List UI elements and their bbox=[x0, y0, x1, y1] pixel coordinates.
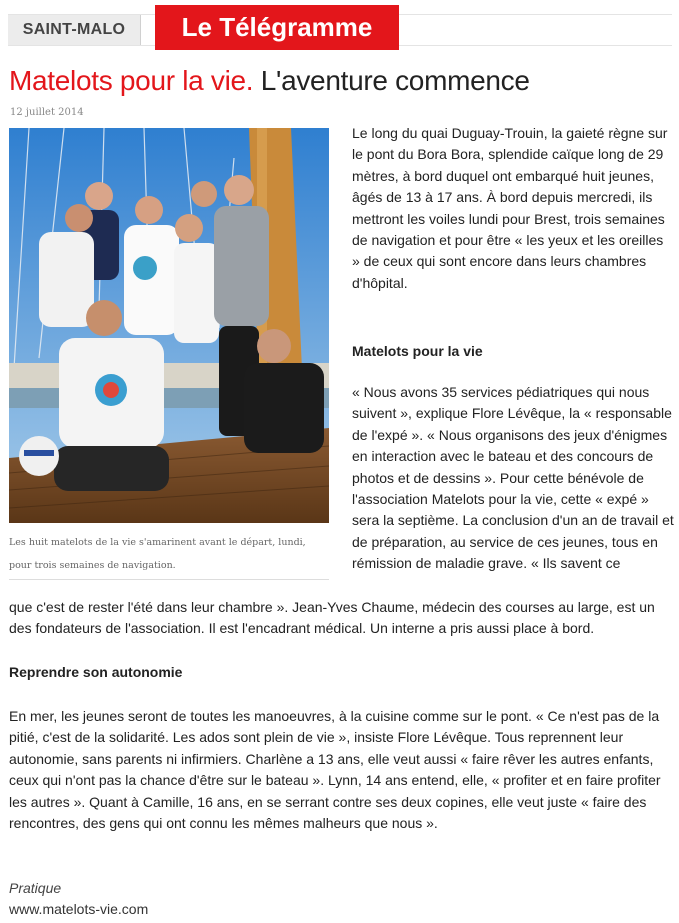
website-link[interactable]: www.matelots-vie.com bbox=[9, 901, 149, 917]
paragraph-3: En mer, les jeunes seront de toutes les manoeuvres, à la cuisine comme sur le pont. « Ce n'est pas de la pitié, c'est de la solidarité. Les ados sont plein de vie », insiste Flore Lévêque. Tous reprennent leur autonomie, sans parents ni infirmiers. Charlène a 13 ans, elle veut aussi « faire rêver les autres enfants, ceux qui n'ont pas la chance d'être sur le bateau ». Lynn, 14 ans entend, elle, « profiter et en faire profiter les autres ». Quant à Camille, 16 ans, en se serrant contre ses deux copines, elle veut juste « faire des rencontres, des gens qui ont connu les mêmes malheurs que nous ». bbox=[9, 708, 661, 832]
brand-logo[interactable]: Le Télégramme bbox=[155, 5, 399, 50]
pratique-label: Pratique bbox=[9, 880, 62, 896]
city-tab[interactable]: SAINT-MALO bbox=[8, 15, 141, 45]
photo-caption: Les huit matelots de la vie s'amarinent avant le départ, lundi, pour trois semaines de navigation. bbox=[9, 537, 306, 571]
paragraph-2: « Nous avons 35 services pédiatriques qui nous suivent », explique Flore Lévêque, la « responsable de l'expé ». « Nous organisons des jeux d'énigmes en interaction avec le bateau et des concours de photos et de dessins ». Pour cette bénévole de l'association Matelots pour la vie, cette « expé » sera la septième. La conclusion d'un an de travail et de préparation, au service de ces jeunes, tous en rémission de maladie grave. « Ils savent ce bbox=[352, 384, 674, 572]
article-headline bbox=[9, 62, 673, 100]
caption-divider bbox=[9, 579, 329, 580]
article-date: 12 juillet 2014 bbox=[10, 107, 84, 118]
article-photo bbox=[9, 128, 329, 523]
paragraph-2-continued: que c'est de rester l'été dans leur chambre ». Jean-Yves Chaume, médecin des courses au large, est un des fondateurs de l'association. Il est l'encadrant médical. Un interne a pris aussi place à bord. bbox=[9, 599, 655, 637]
subheading-matelots: Matelots pour la vie bbox=[352, 343, 483, 359]
headline-kicker: Matelots pour la vie. bbox=[9, 65, 254, 96]
paragraph-1: Le long du quai Duguay-Trouin, la gaieté règne sur le pont du Bora Bora, splendide caïque long de 29 mètres, à bord duquel ont embarqué huit jeunes, âgés de 13 à 17 ans. À bord depuis mercredi, ils mettront les voiles lundi pour Brest, trois semaines de navigation et pour être « les yeux et les oreilles » de ceux qui sont encore dans leurs chambres d'hôpital. bbox=[352, 125, 668, 291]
headline-title: L'aventure commence bbox=[260, 65, 530, 96]
subheading-autonomie: Reprendre son autonomie bbox=[9, 664, 183, 680]
